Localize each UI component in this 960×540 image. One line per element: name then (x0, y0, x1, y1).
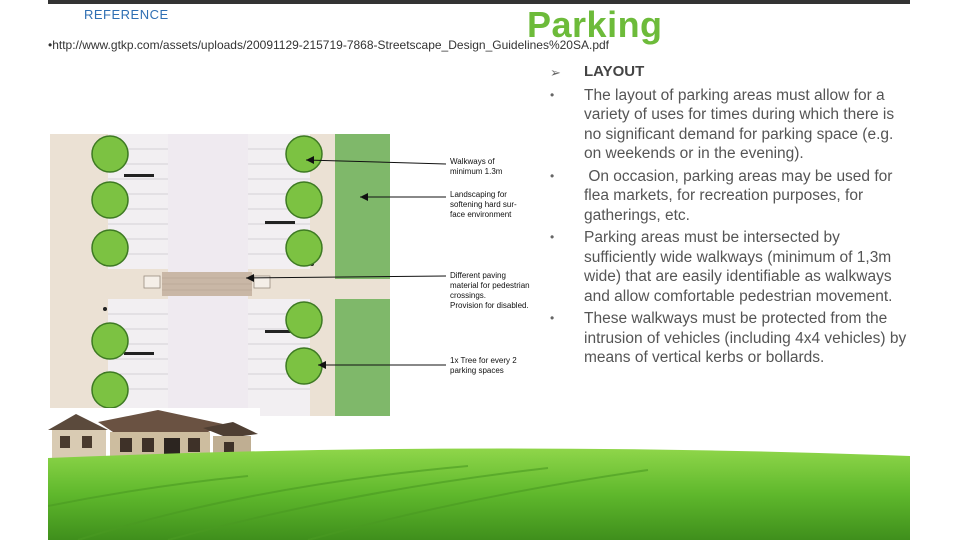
disabled-marker (144, 276, 160, 288)
arrow-bullet-icon: ➢ (550, 65, 561, 80)
bullet-text: On occasion, parking areas may be used for flea markets, for recreation purposes, for gatherings, etc. (584, 167, 897, 224)
dot-bullet-icon: • (550, 230, 555, 244)
top-border (48, 0, 910, 4)
reference-url[interactable]: •http://www.gtkp.com/assets/uploads/20091129-215719-7868-Streetscape_Design_Guidelines%20SA.pdf (48, 38, 609, 52)
bullet-item (542, 309, 910, 368)
bullet-item (542, 228, 910, 306)
bullet-list (542, 62, 910, 371)
landscaping-strip (335, 134, 390, 279)
bullet-item (542, 167, 910, 226)
grass-field (48, 446, 910, 540)
annotation-walkways: Walkways of minimum 1.3m (450, 157, 503, 176)
dot-bullet-icon: • (550, 168, 555, 183)
bullet-text: Parking areas must be intersected by sufficiently wide walkways (minimum of 1,3m wide) that are easily identifiable as walkways and allow comfortable pedestrian movement. (584, 229, 893, 305)
bullet-text: The layout of parking areas must allow for a variety of uses for times during which there is no significant demand for parking space (e.g. on weekends or in the evening). (584, 86, 895, 162)
annotation-landscaping: Landscaping for softening hard sur- face environment (450, 190, 517, 219)
bullet-heading (542, 62, 910, 82)
bullet-text: LAYOUT (584, 63, 645, 80)
bullet-item (542, 86, 910, 164)
annotation-trees: 1x Tree for every 2 parking spaces (450, 356, 517, 375)
bullet-text: These walkways must be protected from the intrusion of vehicles (including 4x4 vehicles) by means of vertical kerbs or bollards. (584, 310, 907, 366)
dot-bullet-icon: • (550, 87, 555, 102)
annotation-paving: Different paving material for pedestrian crossings. Provision for disabled. (450, 271, 530, 310)
parking-layout-diagram (50, 134, 558, 416)
slide-title: Parking (527, 4, 663, 45)
slide (48, 0, 910, 540)
dot-bullet-icon: • (550, 311, 555, 325)
landscaping-strip (335, 299, 390, 416)
reference-label: REFERENCE (84, 7, 169, 22)
